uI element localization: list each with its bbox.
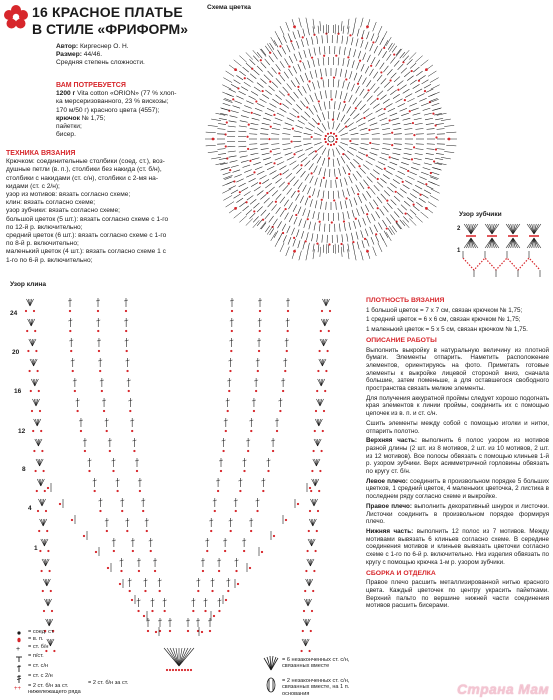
legend-right — [262, 654, 364, 698]
teeth-row-number: 1 — [457, 248, 461, 254]
svg-text:+: + — [16, 646, 21, 653]
technique-row: душные петли (в. п.), столбики без накида (ст. б/н), — [6, 166, 162, 174]
legend-item: = соед. ст. — [28, 629, 55, 635]
legend-item: = 6 незаконченных ст. с/н, связанных вместе — [282, 657, 350, 670]
description-section — [366, 528, 549, 567]
beads-text: бисер. — [56, 131, 76, 139]
technique-row: большой цветок (5 шт.): вязать согласно схеме с 1-го — [6, 215, 169, 223]
section-text: выполнить декоративный шнурок и листочки. Листочки соединить в произвольном порядке формируя плечо. — [366, 502, 549, 526]
flower-stitches — [205, 18, 457, 261]
size-label: Размер: — [56, 51, 82, 59]
yarn-line-3: 170 м/50 г) красного цвета (4557); — [56, 106, 160, 114]
legend-item: = ст. с 2/н — [28, 673, 53, 679]
row-number-left: 20 — [12, 349, 20, 356]
section-label: Левое плечо: — [366, 477, 408, 485]
legend-item: = п/ст. — [28, 653, 44, 659]
wedge-pattern-label: Узор клина — [10, 281, 47, 288]
legend-symbols-icon — [12, 630, 26, 692]
section-label: Правое плечо: — [366, 502, 412, 510]
legend-cluster-icon — [262, 654, 280, 696]
technique-row: узор зубчики: вязать согласно схеме; — [6, 207, 120, 215]
description-paragraph: Сшить элементы между собой с помощью иголки и нитки, отпарить полотно. — [366, 419, 549, 435]
svg-text:++: ++ — [14, 686, 22, 692]
hook-label: крючок — [56, 114, 80, 122]
technique-row: 1-го по 6-й р. включительно; — [6, 256, 93, 264]
yarn-amount: 1200 г — [56, 90, 76, 98]
technique-row: по 8-й р. включительно; — [6, 240, 79, 248]
row-number-left: 24 — [10, 310, 18, 317]
materials-block — [56, 82, 191, 139]
sequins-text: пайетки; — [56, 123, 82, 131]
technique-row: столбики с накидами (ст. с/н), столбики с 2-мя на- — [6, 174, 159, 182]
technique-row: по 12-й р. включительно; — [6, 223, 83, 231]
density-row: 1 большой цветок = 7 х 7 см, связан крючком № 1,75; — [366, 306, 523, 314]
section-text: выполнить 12 полос из 7 мотивов. Между мотивами вывязать 6 клиньев согласно схеме. В середине соединения мотивов и клиньев вывязать цветочки согласно схеме с 1-го по 6-й р. включительно. Низ изделия обвязать по кругу с помощью крючка 1-м р. узором зубчики. — [366, 527, 550, 566]
technique-row: узор из мотивов: вязать согласно схеме; — [6, 191, 131, 199]
size-value: 44/46. — [83, 51, 103, 59]
technique-row: средний цветок (6 шт.): вязать согласно схеме с 1-го — [6, 232, 167, 240]
technique-block — [6, 150, 190, 265]
author-value: Киргеснер О. Н. — [79, 43, 129, 50]
legend-item: = 2 ст. б/н за ст. нижележащего ряда — [28, 683, 81, 696]
yarn-line-1: Vita cotton «ORION» (77 % хлоп- — [77, 90, 177, 98]
description-section — [366, 503, 549, 526]
legend-item: = ст. б/н — [28, 644, 49, 650]
technique-row: клин: вязать согласно схеме; — [6, 199, 96, 207]
teeth-pattern-label: Узор зубчики — [459, 211, 502, 218]
section-label: Верхняя часть: — [366, 437, 417, 445]
row-number-left: 12 — [18, 428, 26, 435]
flower-scheme-label: Схема цветка — [207, 4, 251, 11]
technique-row: кидами (ст. с 2/н); — [6, 182, 60, 190]
technique-row: Крючком: соединительные столбики (соед. ст.), воз- — [6, 158, 165, 166]
section-label: Нижняя часть: — [366, 527, 414, 535]
teeth-stitches — [463, 224, 541, 277]
author-block — [56, 43, 186, 68]
section-text: соединить в произвольном порядке 5 больших цветков, 1 средний цветок, 4 маленьких цветочка, 2 листика в последнем ряду согласно схеме и выкройке. — [366, 477, 549, 501]
row-number-left: 4 — [28, 505, 32, 512]
difficulty-text: Средняя степень сложности. — [56, 59, 145, 67]
assembly-text: Правое плечо расшить металлизированной нитью красного цвета. Каждый цветочек по центру украсить пайетками. Верхний пальто по вершине нижней части соединения мотивов расшить бисерами. — [366, 579, 549, 610]
row-number-left: 8 — [22, 466, 26, 473]
legend-left — [8, 628, 148, 694]
wedge-stitches — [25, 298, 331, 671]
density-row: 1 средний цветок = 6 х 6 см, связан крючком № 1,75; — [366, 316, 521, 324]
density-heading: ПЛОТНОСТЬ ВЯЗАНИЯ — [366, 297, 445, 304]
hook-value: № 1,75; — [81, 114, 106, 122]
flower-logo-icon — [3, 4, 29, 30]
row-number-left: 16 — [14, 388, 22, 395]
legend-item: = 2 ст. б/н за ст. — [88, 680, 129, 686]
assembly-heading: СБОРКА И ОТДЕЛКА — [366, 569, 436, 577]
legend-item: = ст. с/н — [28, 663, 49, 669]
description-section — [366, 478, 549, 501]
section-text: выполнить 6 полос узором из мотивов разной длины (2 шт. из 8 мотивов, 2 шт. из 10 мотивов, 2 шт. из 12 мотивов). Все полосы обвязать с помощью клиньев 1-й р. узором зубчики. Верх асимметричной горловины обвязать по кругу ст. б/н. — [366, 437, 549, 476]
yarn-line-2: ка мерсеризованного, 23 % вискозы; — [56, 98, 169, 106]
author-label: Автор: — [56, 43, 79, 50]
instructions-column — [366, 294, 549, 612]
description-paragraph: Выполнить выкройку в натуральную величину из плотной бумаги. Элементы отпарить. Наметить расположение элементов, ориентируясь на фото. Приметать готовые элементы к выкройке лицевой стороной вниз, сначала большие, затем поменьше, а для оставшегося свободного пространства связать мелкие элементы. — [366, 346, 549, 393]
description-section — [366, 437, 549, 476]
page-title: 16 КРАСНОЕ ПЛАТЬЕ — [32, 4, 183, 20]
flower-scheme-diagram — [200, 8, 462, 270]
watermark-logo: Страна Мам — [456, 681, 549, 697]
materials-heading: ВАМ ПОТРЕБУЕТСЯ — [56, 82, 126, 89]
teeth-row-number: 2 — [457, 226, 461, 232]
legend-item: = в. п. — [28, 636, 44, 642]
description-paragraph: Для получения аккуратной проймы следует хорошо подогнать края элементов к линии проймы, соединить их с помощью цепочек из в. п. и ст. с/н. — [366, 394, 549, 418]
row-number-left: 1 — [34, 545, 38, 552]
legend-item: = 2 незаконченных ст. с/н, связанных вместе, на 1 п. основания — [282, 678, 350, 697]
technique-heading: ТЕХНИКА ВЯЗАНИЯ — [6, 150, 76, 157]
description-heading: ОПИСАНИЕ РАБОТЫ — [366, 336, 437, 344]
teeth-pattern-diagram — [457, 220, 551, 288]
technique-row: маленький цветок (4 шт.): вязать согласно схеме 1 с — [6, 248, 166, 256]
density-row: 1 маленький цветок = 5 х 5 см, связан крючком № 1,75. — [366, 326, 528, 334]
page-subtitle: В СТИЛЕ «ФРИФОРМ» — [32, 21, 189, 37]
